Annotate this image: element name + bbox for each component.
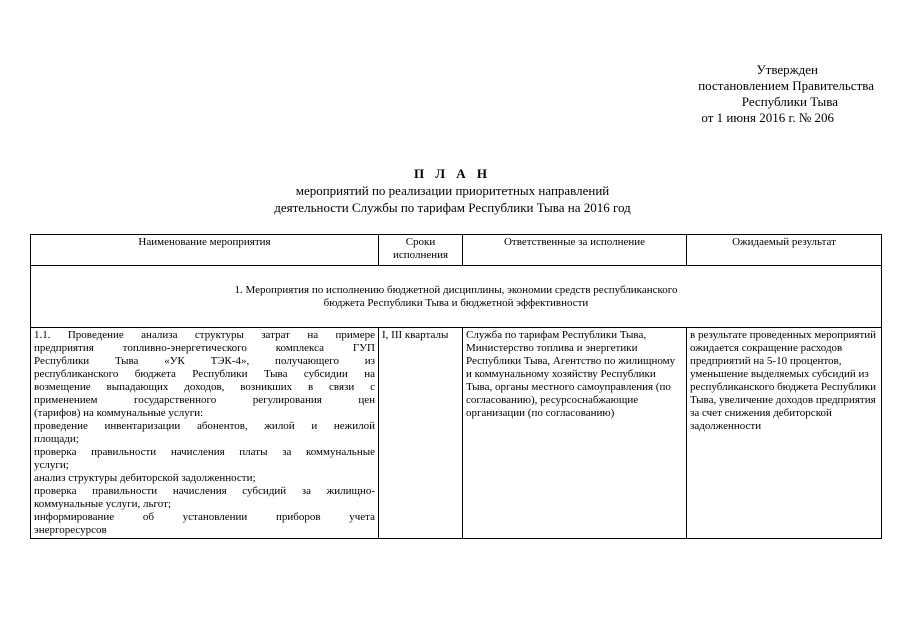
activity-line: республиканского бюджета Республики Тыва субсидии на — [34, 368, 375, 380]
section-heading-line: 1. Мероприятия по исполнению бюджетной дисциплины, экономии средств республиканского — [234, 284, 678, 296]
activity-line: 1.1. Проведение анализа структуры затрат на примере — [34, 329, 375, 341]
section-heading-line: бюджета Республики Тыва и бюджетной эффективности — [323, 297, 589, 309]
plan-table — [30, 234, 882, 539]
document-subtitle: деятельности Службы по тарифам Республики Тыва на 2016 год — [274, 200, 631, 215]
table-header-row — [31, 235, 882, 266]
deadline-cell: I, III кварталы — [379, 328, 463, 539]
activity-line: предприятия топливно-энергетического комплекса ГУП — [34, 342, 375, 354]
activity-line: энергоресурсов — [34, 524, 107, 536]
activity-line: проведение инвентаризации абонентов, жилой и нежилой — [34, 420, 375, 432]
table-row — [31, 328, 882, 539]
column-header: Ответственные за исполнение — [463, 235, 687, 266]
approval-line: Утвержден — [756, 62, 818, 77]
approval-line: постановлением Правительства — [698, 78, 874, 93]
activity-line: (тарифов) на коммунальные услуги: — [34, 407, 204, 419]
activity-line: проверка правильности начисления платы за коммунальные — [34, 446, 375, 458]
activity-line: площади; — [34, 433, 79, 445]
activity-cell — [31, 328, 379, 539]
responsible-cell: Служба по тарифам Республики Тыва, Министерство топлива и энергетики Республики Тыва, Агентство по жилищному и коммунальному хозяйству Республики Тыва, органы местного самоуправления (по согласованию), ресурсоснабжающие организации (по согласованию) — [463, 328, 687, 539]
result-cell: в результате проведенных мероприятий ожидается сокращение расходов предприятий на 5-10 процентов, уменьшение выделяемых субсидий из республиканского бюджета Республики Тыва, увеличение доходов предприятия за счет снижения дебиторской задолженности — [687, 328, 882, 539]
activity-line: информирование об установлении приборов учета — [34, 511, 375, 523]
section-heading — [31, 266, 882, 328]
approval-block — [560, 62, 878, 126]
activity-line: анализ структуры дебиторской задолженности; — [34, 472, 256, 484]
document-title-block — [0, 165, 905, 216]
document-subtitle: мероприятий по реализации приоритетных направлений — [295, 183, 610, 198]
column-header: Ожидаемый результат — [687, 235, 882, 266]
approval-line: от 1 июня 2016 г. № 206 — [701, 110, 834, 125]
activity-line: коммунальные услуги, льгот; — [34, 498, 172, 510]
section-row — [31, 266, 882, 328]
activity-line: Республики Тыва «УК ТЭК-4», получающего из — [34, 355, 375, 367]
approval-line: Республики Тыва — [741, 94, 838, 109]
column-header: Сроки исполнения — [379, 235, 463, 266]
activity-line: возмещение выпадающих доходов, возникших в связи с — [34, 381, 375, 393]
activity-line: услуги; — [34, 459, 69, 471]
document-title: П Л А Н — [413, 166, 492, 181]
activity-line: применением государственного регулирования цен — [34, 394, 375, 406]
activity-line: проверка правильности начисления субсидий за жилищно- — [34, 485, 375, 497]
column-header: Наименование мероприятия — [31, 235, 379, 266]
